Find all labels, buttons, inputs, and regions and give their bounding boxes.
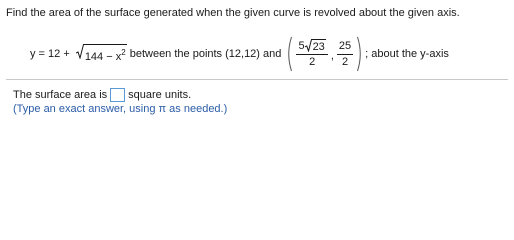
- radical-sign-icon: [76, 44, 84, 59]
- curve-equation: [30, 34, 449, 74]
- right-paren-icon: [356, 36, 364, 72]
- axis-text: ; about the y-axis: [365, 48, 449, 60]
- question-text: Find the area of the surface generated when the given curve is revolved about the given axis.: [6, 7, 460, 19]
- radicand: $144 - x^2$: [84, 44, 127, 64]
- answer-hint: (Type an exact answer, using π as needed.): [13, 103, 228, 115]
- answer-prefix: The surface area is: [13, 89, 108, 101]
- equation-lhs: y = 12 +: [30, 48, 73, 60]
- between-text: between the points (12,12) and: [126, 48, 285, 60]
- answer-input[interactable]: [110, 88, 125, 102]
- point-x-fraction: 5 23 2: [296, 39, 327, 69]
- point-y-fraction: $\frac{25}{2}$: [338, 40, 352, 68]
- answer-suffix: square units.: [128, 89, 192, 101]
- radical-sign-icon: [305, 39, 312, 52]
- answer-line: [13, 88, 191, 102]
- divider: [6, 79, 508, 80]
- square-root: [76, 44, 127, 64]
- left-paren-icon: [285, 36, 293, 72]
- second-point: 5 23 2 , $\frac{25}{2}$: [285, 36, 364, 72]
